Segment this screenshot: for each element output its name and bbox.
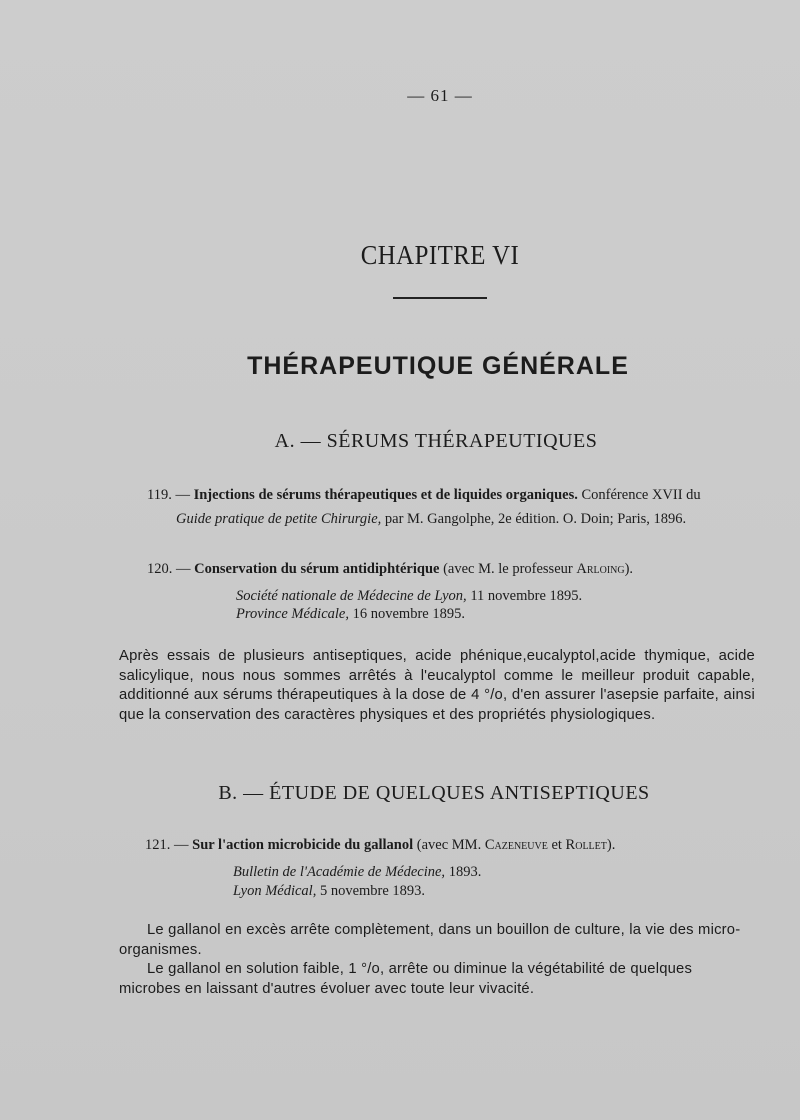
entry-121-and: et — [547, 837, 566, 853]
chapter-rule — [393, 297, 487, 299]
entry-121-ref-2 — [233, 882, 425, 901]
chapter-heading: CHAPITRE VI — [360, 240, 520, 270]
section-a-heading: A. — SÉRUMS THÉRAPEUTIQUES — [274, 430, 598, 452]
entry-121-ref-1-source: Bulletin de l'Académie de Médecine, — [233, 864, 446, 880]
entry-120-ref-2 — [236, 605, 465, 624]
entry-120-author: Arloing — [576, 561, 625, 577]
entry-121-author-1: Cazeneuve — [484, 837, 548, 853]
entry-119-line2 — [176, 508, 756, 530]
paragraph-2 — [119, 921, 751, 999]
entry-121-ref-2-source: Lyon Médical, — [233, 883, 317, 899]
section-b-heading: B. — ÉTUDE DE QUELQUES ANTISEPTIQUES — [218, 782, 650, 804]
entry-120-ref-1-source: Société nationale de Médecine de Lyon, — [236, 588, 467, 604]
paragraph-2a: Le gallanol en excès arrête complètement, dans un bouillon de culture, la vie des micro-organismes. — [119, 922, 741, 958]
entry-121-ref-1 — [233, 863, 481, 882]
entry-120-title: Conservation du sérum antidiphtérique — [194, 561, 440, 577]
entry-120-with: (avec M. le professeur — [439, 561, 577, 577]
entry-119-number: 119. — [147, 487, 172, 503]
entry-121-author-2: Rollet — [565, 837, 607, 853]
entry-121-close: ). — [606, 837, 616, 853]
entry-121-ref-1-date: 1893. — [445, 864, 482, 880]
entry-119-dash: — — [171, 487, 194, 503]
entry-120-ref-1 — [236, 587, 582, 606]
entry-120-ref-2-source: Province Médicale, — [236, 606, 349, 622]
paragraph-2b: Le gallanol en solution faible, 1 °/o, arrête ou diminue la végétabilité de quelques microbes en laissant d'autres évoluer avec toute leur vivacité. — [119, 961, 693, 997]
entry-121-number: 121. — [145, 837, 171, 853]
entry-121-dash: — — [170, 837, 193, 853]
entry-120-line — [147, 558, 767, 580]
paragraph-1: Après essais de plusieurs antiseptiques, acide phénique,eucalyptol,acide thymique, acide salicylique, nous nous sommes arrêtés à l'eucalyptol comme le meilleur produit capable, additionné aux sérums thérapeutiques à la dose de 4 °/o, d'en assurer l'asepsie parfaite, ainsi que la conservation des caractères physiques et des propriétés physiologiques. — [119, 648, 755, 723]
page-number: — 61 — — [407, 86, 473, 105]
entry-120-ref-2-date: 16 novembre 1895. — [349, 606, 465, 622]
entry-120-ref-1-date: 11 novembre 1895. — [466, 588, 583, 604]
entry-119-book: Guide pratique de petite Chirurgie, — [176, 511, 382, 527]
entry-121-title: Sur l'action microbicide du gallanol — [192, 837, 414, 853]
entry-120-dash: — — [172, 561, 195, 577]
entry-120-number: 120. — [147, 561, 173, 577]
entry-121-with: (avec MM. — [413, 837, 485, 853]
entry-119-line1 — [147, 484, 757, 506]
entry-121-ref-2-date: 5 novembre 1893. — [316, 883, 426, 899]
entry-119-rest: Conférence XVII du — [577, 487, 701, 503]
entry-119-publisher: par M. Gangolphe, 2e édition. O. Doin; Paris, 1896. — [381, 511, 687, 527]
entry-119-title: Injections de sérums thérapeutiques et de liquides organiques. — [193, 487, 578, 503]
chapter-title: THÉRAPEUTIQUE GÉNÉRALE — [247, 352, 629, 380]
entry-120-close: ). — [624, 561, 634, 577]
entry-121-line — [145, 834, 765, 856]
